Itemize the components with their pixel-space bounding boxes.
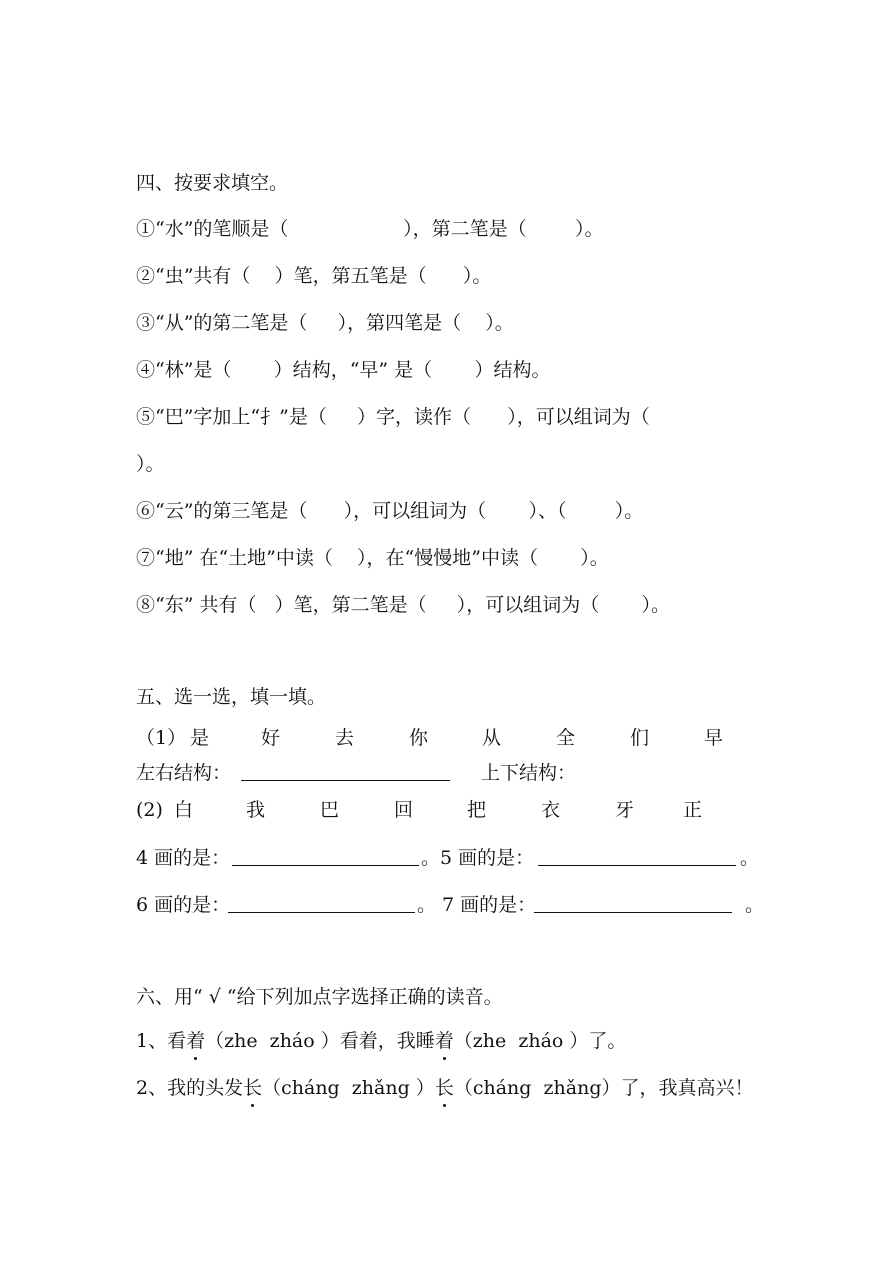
question-6-1-start: 1、看 [136,1030,187,1052]
four-strokes-answer-line[interactable] [232,845,419,866]
question-4-8: ⑧“东” 共有（ ）笔，第二笔是（ ），可以组词为（ ）。 [136,594,671,616]
period: 。 [740,847,760,869]
group-2-char: 把 [467,799,487,821]
dotted-character: 着 [186,1030,206,1052]
section-6-heading: 六、用“ √ “给下列加点字选择正确的读音。 [136,986,503,1008]
group-1-char: 从 [482,727,502,749]
question-6-2-middle: （cháng zhǎng ） [262,1077,435,1099]
dotted-character: 着 [434,1030,454,1052]
six-strokes-answer-line[interactable] [228,892,415,913]
period: 。 [745,894,765,916]
group-1-char: 们 [630,727,650,749]
group-1-char: 全 [556,727,576,749]
section-4-heading: 四、按要求填空。 [136,172,289,194]
question-4-2: ②“虫”共有（ ）笔，第五笔是（ ）。 [136,265,492,287]
group-2-char: 巴 [320,799,340,821]
group-1-char: 好 [261,727,281,749]
dotted-character: 长 [243,1077,263,1099]
group-2-char: 我 [246,799,266,821]
group-1-label: （1） [136,727,187,749]
seven-strokes-answer-line[interactable] [534,892,732,913]
left-right-structure-label: 左右结构： [136,762,232,784]
question-6-2 [136,1075,754,1101]
question-4-4: ④“林”是（ ）结构，“早” 是（ ）结构。 [136,359,551,381]
five-strokes-label: 。5 画的是： [421,847,535,869]
group-1-char: 去 [335,727,355,749]
question-6-2-end: （cháng zhǎng）了，我真高兴！ [453,1077,754,1099]
question-4-5: ⑤“巴”字加上“扌”是（ ）字，读作（ ），可以组词为（ [136,406,650,428]
group-2-char: 回 [394,799,414,821]
group-1-char: 你 [409,727,429,749]
five-strokes-answer-line[interactable] [538,845,736,866]
section-5-heading: 五、选一选，填一填。 [136,686,327,708]
group-2-char: 衣 [541,799,561,821]
question-4-7: ⑦“地” 在“土地”中读（ ），在“慢慢地”中读（ ）。 [136,547,609,569]
group-2-char: 正 [683,799,703,821]
question-4-3: ③“从”的第二笔是（ ），第四笔是（ ）。 [136,312,514,334]
dotted-character: 长 [434,1077,454,1099]
question-4-5-continued: ）。 [136,453,165,475]
six-strokes-label: 6 画的是： [136,894,231,916]
question-4-6: ⑥“云”的第三笔是（ ），可以组词为（ ）、（ ）。 [136,500,644,522]
top-bottom-structure-label: 上下结构： [481,762,577,784]
seven-strokes-label: 。 7 画的是： [417,894,537,916]
question-6-1-end: （zhe zháo ）了。 [453,1030,627,1052]
four-strokes-label: 4 画的是： [136,847,231,869]
group-2-char: 白 [174,799,194,821]
group-1-char: 是 [190,727,210,749]
left-right-answer-line[interactable] [241,760,450,781]
question-4-1: ①“水”的笔顺是（ ），第二笔是（ ）。 [136,218,604,240]
group-2-label: (2) [136,799,163,821]
group-1-char: 早 [704,727,724,749]
question-6-2-start: 2、我的头发 [136,1077,244,1099]
question-6-1 [136,1028,626,1054]
question-6-1-middle: （zhe zháo ）看着，我睡 [205,1030,435,1052]
group-2-char: 牙 [615,799,635,821]
